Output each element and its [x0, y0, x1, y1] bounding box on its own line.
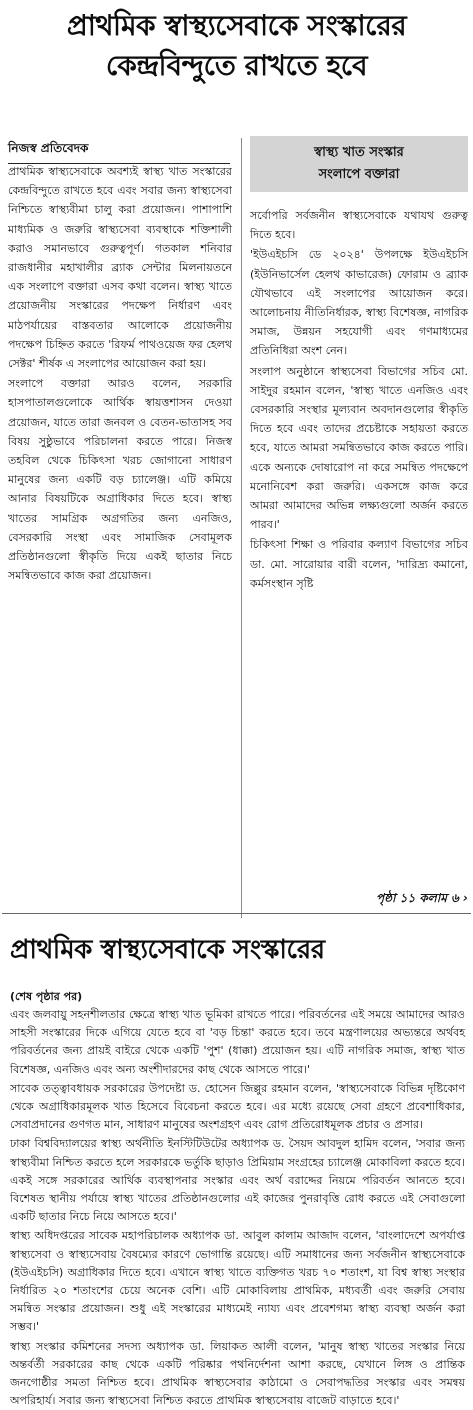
left-paragraph: প্রাথমিক স্বাস্থ্যসেবাকে অবশ্যই স্বাস্থ্য খাত সংস্কারের কেন্দ্রবিন্দুতে রাখতে হবে এবং সবার জন্য স্বাস্থ্যসেবা নিশ্চিতে স্বাস্থ্যবীমা চালু করা প্রয়োজন। পাশাপাশি মাধ্যমিক ও জরুরি স্বাস্থ্যসেবা ব্যবস্থাকে শক্তিশালী করাও সমানভাবে গুরুত্বপূর্ণ। গতকাল শনিবার রাজধানীর মহাখালীর ব্র্যাক সেন্টার মিলনায়তনে এক সংলাপে বক্তারা এসব কথা বলেন। স্বাস্থ্য খাতে প্রয়োজনীয় সংস্কারের পদক্ষেপ নির্ধারণ এবং মাঠপর্যায়ের বাস্তবতার আলোকে প্রয়োজনীয় পদক্ষেপ চিহ্নিত করতে 'রিফর্ম পাথওয়েজ ফর হেলথ সেক্টর' শীর্ষক এ সংলাপের আয়োজন করা হয়।: [8, 165, 232, 371]
continuation-paragraph: সাবেক তত্ত্বাবধায়ক সরকারের উপদেষ্টা ড. হোসেন জিল্লুর রহমান বলেন, 'স্বাস্থ্যসেবাকে বিভিন্ন দৃষ্টিকোণ থেকে অগ্রাধিকারমূলক খাত হিসেবে বিবেচনা করতে হবে। এর মধ্যে রয়েছে সেবা গ্রহণে প্রবেশাধিকার, সেবাপ্রদানের গুণগত মান, সাধারণ মানুষের অংশগ্রহণ এবং রোগ প্রতিরোধমূলক প্রচার ও প্রসার।: [10, 1081, 465, 1132]
section-divider: [2, 913, 471, 914]
left-column: [8, 162, 232, 922]
continuation-paragraph: এবং জলবায়ু সহনশীলতার ক্ষেত্রে স্বাস্থ্য খাত ভূমিকা রাখতে পারে। পরিবর্তনের এই সময়ে আমাদের আরও সাহসী সংস্কারের দিকে এগিয়ে যেতে হবে বা 'বড় চিন্তা' করতে হবে। তবে মন্ত্রণালয়ের অভ্যন্তরে অর্থবহ পরিবর্তনের জন্য প্রায়ই বাইরে থেকে একটি 'পুশ' (ধাক্কা) প্রয়োজন হয়। এটি নাগরিক সমাজ, স্বাস্থ্য খাত বিশেষজ্ঞ, এনজিও এবং অন্য অংশীদারদের কাছ থেকে আসতে পারে।': [10, 1008, 465, 1076]
column-divider: [241, 138, 242, 918]
continuation-body: [10, 1006, 465, 1408]
highlight-box: [250, 136, 468, 192]
highlight-box-line-1: স্বাস্থ্য খাত সংস্কার: [314, 145, 404, 160]
headline-line-2: কেন্দ্রবিন্দুতে রাখতে হবে: [105, 49, 368, 82]
right-paragraph: 'ইউএইচসি ডে ২০২৪' উপলক্ষে ইউএইচসি (ইউনিভার্সেল হেলথ কাভারেজ) ফোরাম ও ব্র্যাক যৌথভাবে এই সংলাপের আয়োজন করে। আলোচনায় নীতিনির্ধারক, স্বাস্থ্য বিশেষজ্ঞ, নাগরিক সমাজ, উন্নয়ন সহযোগী এবং গণমাধ্যমের প্রতিনিধিরা অংশ নেন।: [250, 248, 468, 358]
continuation-paragraph: স্বাস্থ্য অধিদপ্তরের সাবেক মহাপরিচালক অধ্যাপক ডা. আবুল কালাম আজাদ বলেন, 'বাংলাদেশে অপর্যাপ্ত স্বাস্থ্যসেবা ও স্বাস্থ্যসেবায় বৈষম্যের কারণে ভোগান্তি রয়েছে। এটি সমাধানের জন্য সর্বজনীন স্বাস্থ্যসেবাকে (ইউএইচসি) অগ্রাধিকার দিতে হবে। এখানে স্বাস্থ্য খাতে ব্যক্তিগত খরচ ৭০ শতাংশ, যা বিশ্ব স্বাস্থ্য সংস্থার নির্ধারিত ২০ শতাংশের চেয়ে অনেক বেশি। এটি মোকাবিলায় প্রাথমিক, মধ্যবর্তী এবং জরুরি সেবায় সমন্বিত সংস্কার প্রয়োজন। শুধু এই সংস্কারের মাধ্যমেই ন্যায্য এবং প্রবেশগম্য স্বাস্থ্য ব্যবস্থা অর্জন করা সম্ভব।': [10, 1229, 465, 1334]
right-paragraph: চিকিৎসা শিক্ষা ও পরিবার কল্যাণ বিভাগের সচিব ডা. মো. সারোয়ার বারী বলেন, 'দারিদ্র্য কমানো, কর্মসংস্থান সৃষ্টি: [250, 538, 468, 590]
highlight-box-line-2: সংলাপে বক্তারা: [318, 167, 400, 182]
jump-line: পৃষ্ঠা ১১ কলাম ৬ ›: [376, 891, 468, 905]
continuation-paragraph: স্বাস্থ্য সংস্কার কমিশনের সদস্য অধ্যাপক ডা. লিয়াকত আলী বলেন, 'মানুষ স্বাস্থ্য খাতের সংস্কার নিয়ে অন্তর্বর্তী সরকারের কাছ থেকে একটি পরিষ্কার পথনির্দেশনা আশা করছে, যেখানে লিঙ্গ ও প্রান্তিক জনগোষ্ঠীর সমতা নিশ্চিত হবে। প্রাথমিক স্বাস্থ্যসেবার কাঠামো ও সেবাপদ্ধতির সংস্কার এবং সমন্বয় অপরিহার্য। সবার জন্য স্বাস্থ্যসেবা নিশ্চিত করতে প্রাথমিক স্বাস্থ্যসেবায় বাজেট বাড়াতে হবে।': [10, 1339, 465, 1408]
headline-line-1: প্রাথমিক স্বাস্থ্যসেবাকে সংস্কারের: [66, 9, 407, 42]
right-column: [250, 206, 468, 886]
continuation-paragraph: ঢাকা বিশ্ববিদ্যালয়ের স্বাস্থ্য অর্থনীতি ইনস্টিটিউটের অধ্যাপক ড. সৈয়দ আবদুল হামিদ বলেন, 'সবার জন্য স্বাস্থ্যবীমা নিশ্চিত করতে হলে সরকারকে ভর্তুকি ছাড়াও প্রিমিয়াম সংগ্রহের চ্যালেঞ্জ মোকাবিলা করতে হবে। একই সঙ্গে সরকারের আর্থিক ব্যবস্থাপনার সংস্কার এবং অর্থ বরাদ্দের নিয়মে পরিবর্তন আনতে হবে। বিশেষত স্থানীয় পর্যায়ে স্বাস্থ্য খাতের প্রতিষ্ঠানগুলোর এই কাজের পুনরাবৃত্তি রোধ করতে এই সেবাগুলো একটি ছাতার নিচে নিয়ে আসতে হবে।': [10, 1137, 465, 1224]
article-headline: [4, 6, 469, 86]
continuation-note: (শেষ পৃষ্ঠার পর): [10, 990, 83, 1003]
byline: নিজস্ব প্রতিবেদক: [8, 140, 230, 164]
right-paragraph: সংলাপ অনুষ্ঠানে স্বাস্থ্যসেবা বিভাগের সচিব মো. সাইদুর রহমান বলেন, 'স্বাস্থ্য খাতে এনজিও এবং বেসরকারি সংস্থার মূল্যবান অবদানগুলোর স্বীকৃতি দিতে হবে এবং তাদের প্রচেষ্টাকে সহায়তা করতে হবে, যাতে আমরা সমন্বিতভাবে কাজ করতে পারি। একে অন্যকে দোষারোপ না করে সমন্বিত পদক্ষেপে মনোনিবেশ করা জরুরি। একসঙ্গে কাজ করে আমরা আমাদের অভিন্ন লক্ষ্যগুলো অর্জন করতে পারব।': [250, 364, 468, 532]
continuation-headline: প্রাথমিক স্বাস্থ্যসেবাকে সংস্কারের: [10, 935, 325, 965]
right-paragraph: সর্বোপরি সর্বজনীন স্বাস্থ্যসেবাকে যথাযথ গুরুত্ব দিতে হবে।: [250, 209, 468, 242]
left-paragraph: সংলাপে বক্তারা আরও বলেন, সরকারি হাসপাতালগুলোকে আর্থিক স্বায়ত্তশাসন দেওয়া প্রয়োজন, যাতে তারা জনবল ও বেতন-ভাতাসহ সব বিষয় সুষ্ঠুভাবে পরিচালনা করতে পারে। নিজস্ব তহবিল থেকে চিকিৎসা খরচ জোগানো সাধারণ মানুষের জন্য একটি বড় চ্যালেঞ্জ। এটি কমিয়ে আনার বিষয়টিকে অগ্রাধিকার দিতে হবে। স্বাস্থ্য খাতের সামগ্রিক অগ্রগতির জন্য এনজিও, বেসরকারি সংস্থা এবং সামাজিক সেবামূলক প্রতিষ্ঠানগুলো স্বীকৃতি দিয়ে একই ছাতার নিচে সমন্বিতভাবে কাজ করা প্রয়োজন।: [8, 377, 232, 583]
